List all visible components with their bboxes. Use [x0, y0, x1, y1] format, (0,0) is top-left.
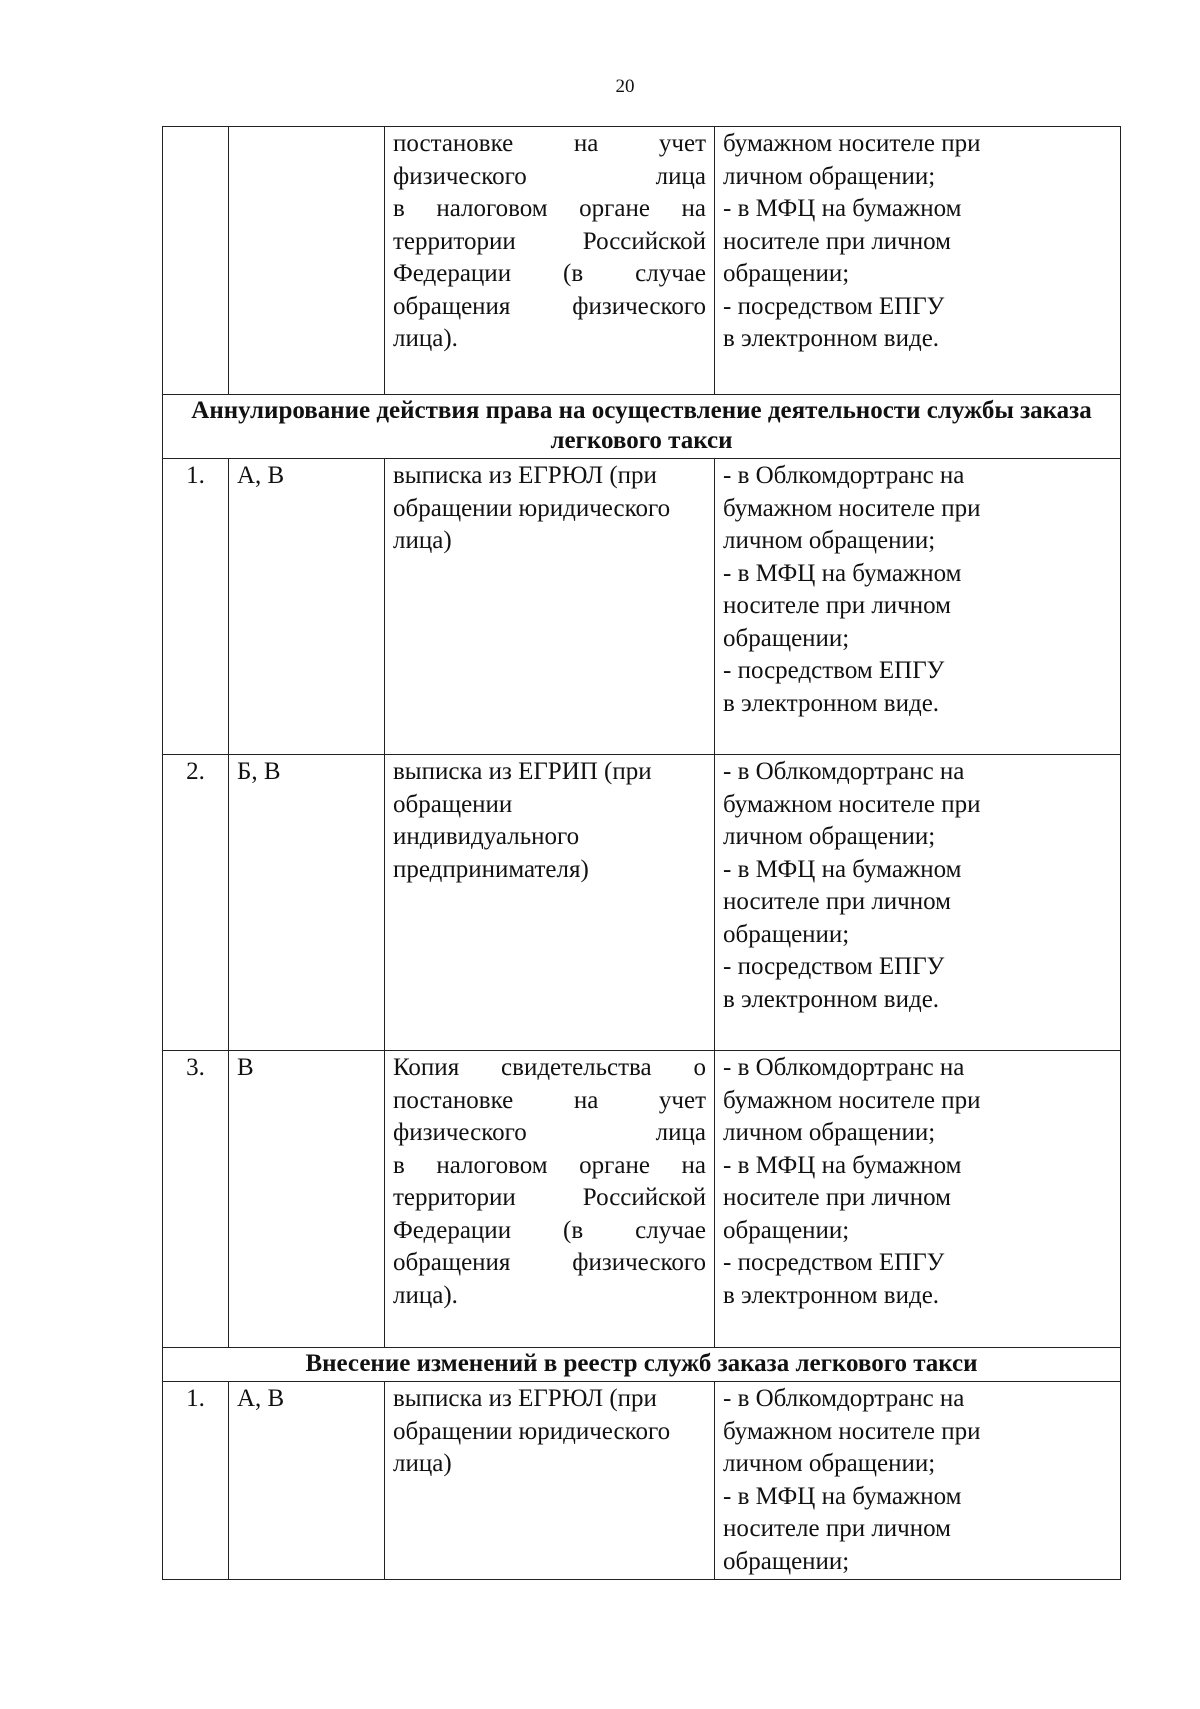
- method-line: бумажном носителе при: [723, 1086, 981, 1114]
- document-line: территории Российской: [393, 227, 706, 255]
- documents-table: [162, 126, 1121, 1580]
- page-number: 20: [615, 76, 635, 97]
- document-line: Федерации (в случае: [393, 1216, 706, 1244]
- document-line: выписка из ЕГРЮЛ (при: [393, 1385, 657, 1412]
- section-header-row: [163, 395, 1121, 459]
- document-line: физического лица: [393, 162, 706, 190]
- method-line: носителе при личном: [723, 888, 951, 915]
- cell-document: [385, 127, 715, 395]
- document-line: обращении юридического: [393, 494, 671, 522]
- table-row: [163, 459, 1121, 755]
- method-line: личном обращении;: [723, 823, 936, 850]
- section-title: Внесение изменений в реестр служб заказа легкового такси: [163, 1348, 1121, 1382]
- method-line: обращении;: [723, 920, 850, 948]
- cell-number: [163, 127, 229, 395]
- method-line: - в МФЦ на бумажном: [723, 559, 962, 587]
- cell-document: [385, 755, 715, 1051]
- cell-category: Б, В: [229, 755, 385, 1051]
- table-row: [163, 1051, 1121, 1348]
- method-line: личном обращении;: [723, 527, 936, 554]
- method-line: бумажном носителе при: [723, 1417, 981, 1445]
- document-line: территории Российской: [393, 1184, 706, 1211]
- method-line: обращении;: [723, 1216, 850, 1244]
- cell-document: [385, 1051, 715, 1348]
- method-line: бумажном носителе при: [723, 130, 981, 157]
- cell-method: [715, 1051, 1121, 1348]
- cell-number: 1.: [163, 459, 229, 755]
- method-line: - посредством ЕПГУ: [723, 1249, 945, 1276]
- table-row: [163, 127, 1121, 395]
- document-line: обращении юридического: [393, 1417, 671, 1445]
- method-line: бумажном носителе при: [723, 494, 981, 522]
- document-line: лица).: [393, 1281, 458, 1309]
- method-line: носителе при личном: [723, 592, 951, 619]
- table-row: [163, 755, 1121, 1051]
- method-line: обращении;: [723, 624, 850, 652]
- method-line: обращении;: [723, 1547, 850, 1575]
- method-line: носителе при личном: [723, 227, 951, 255]
- document-line: в налоговом органе на: [393, 195, 706, 222]
- document-line: физического лица: [393, 1119, 706, 1146]
- document-line: постановке на учет: [393, 1086, 706, 1114]
- document-line: лица).: [393, 325, 458, 352]
- document-line: Копия свидетельства о: [393, 1054, 706, 1081]
- document-line: выписка из ЕГРИП (при: [393, 758, 652, 785]
- document-line: в налоговом органе на: [393, 1151, 706, 1179]
- cell-category: А, В: [229, 459, 385, 755]
- method-line: в электронном виде.: [723, 325, 940, 352]
- cell-method: [715, 1382, 1121, 1580]
- method-line: - в МФЦ на бумажном: [723, 195, 962, 222]
- cell-number: 2.: [163, 755, 229, 1051]
- method-line: - посредством ЕПГУ: [723, 292, 945, 320]
- method-line: бумажном носителе при: [723, 790, 981, 818]
- document-line: лица): [393, 1450, 452, 1477]
- method-line: - в МФЦ на бумажном: [723, 1151, 962, 1179]
- cell-method: [715, 127, 1121, 395]
- cell-category: [229, 127, 385, 395]
- cell-category: В: [229, 1051, 385, 1348]
- method-line: - посредством ЕПГУ: [723, 953, 945, 980]
- method-line: в электронном виде.: [723, 689, 940, 717]
- document-line: Федерации (в случае: [393, 260, 706, 287]
- method-line: личном обращении;: [723, 162, 936, 190]
- cell-method: [715, 459, 1121, 755]
- method-line: личном обращении;: [723, 1119, 936, 1146]
- document-line: предпринимателя): [393, 855, 589, 883]
- method-line: обращении;: [723, 260, 850, 287]
- section-header-row: [163, 1348, 1121, 1382]
- document-line: индивидуального: [393, 823, 580, 850]
- document-line: обращения физического: [393, 292, 706, 320]
- section-title: Аннулирование действия права на осуществление деятельности службы заказа легкового такси: [163, 395, 1121, 459]
- method-line: - в Облкомдортранс на: [723, 462, 965, 489]
- method-line: - посредством ЕПГУ: [723, 657, 945, 684]
- cell-document: [385, 459, 715, 755]
- method-line: - в МФЦ на бумажном: [723, 855, 962, 883]
- cell-number: 3.: [163, 1051, 229, 1348]
- cell-number: 1.: [163, 1382, 229, 1580]
- document-line: выписка из ЕГРЮЛ (при: [393, 462, 657, 489]
- table-row: [163, 1382, 1121, 1580]
- cell-method: [715, 755, 1121, 1051]
- document-line: лица): [393, 527, 452, 554]
- cell-document: [385, 1382, 715, 1580]
- method-line: - в Облкомдортранс на: [723, 758, 965, 785]
- document-line: обращении: [393, 790, 513, 818]
- method-line: носителе при личном: [723, 1515, 951, 1542]
- method-line: - в Облкомдортранс на: [723, 1385, 965, 1412]
- method-line: - в Облкомдортранс на: [723, 1054, 965, 1081]
- method-line: - в МФЦ на бумажном: [723, 1482, 962, 1510]
- method-line: личном обращении;: [723, 1450, 936, 1477]
- document-line: обращения физического: [393, 1249, 706, 1276]
- cell-category: А, В: [229, 1382, 385, 1580]
- method-line: носителе при личном: [723, 1184, 951, 1211]
- method-line: в электронном виде.: [723, 1281, 940, 1309]
- document-line: постановке на учет: [393, 130, 706, 157]
- method-line: в электронном виде.: [723, 985, 940, 1013]
